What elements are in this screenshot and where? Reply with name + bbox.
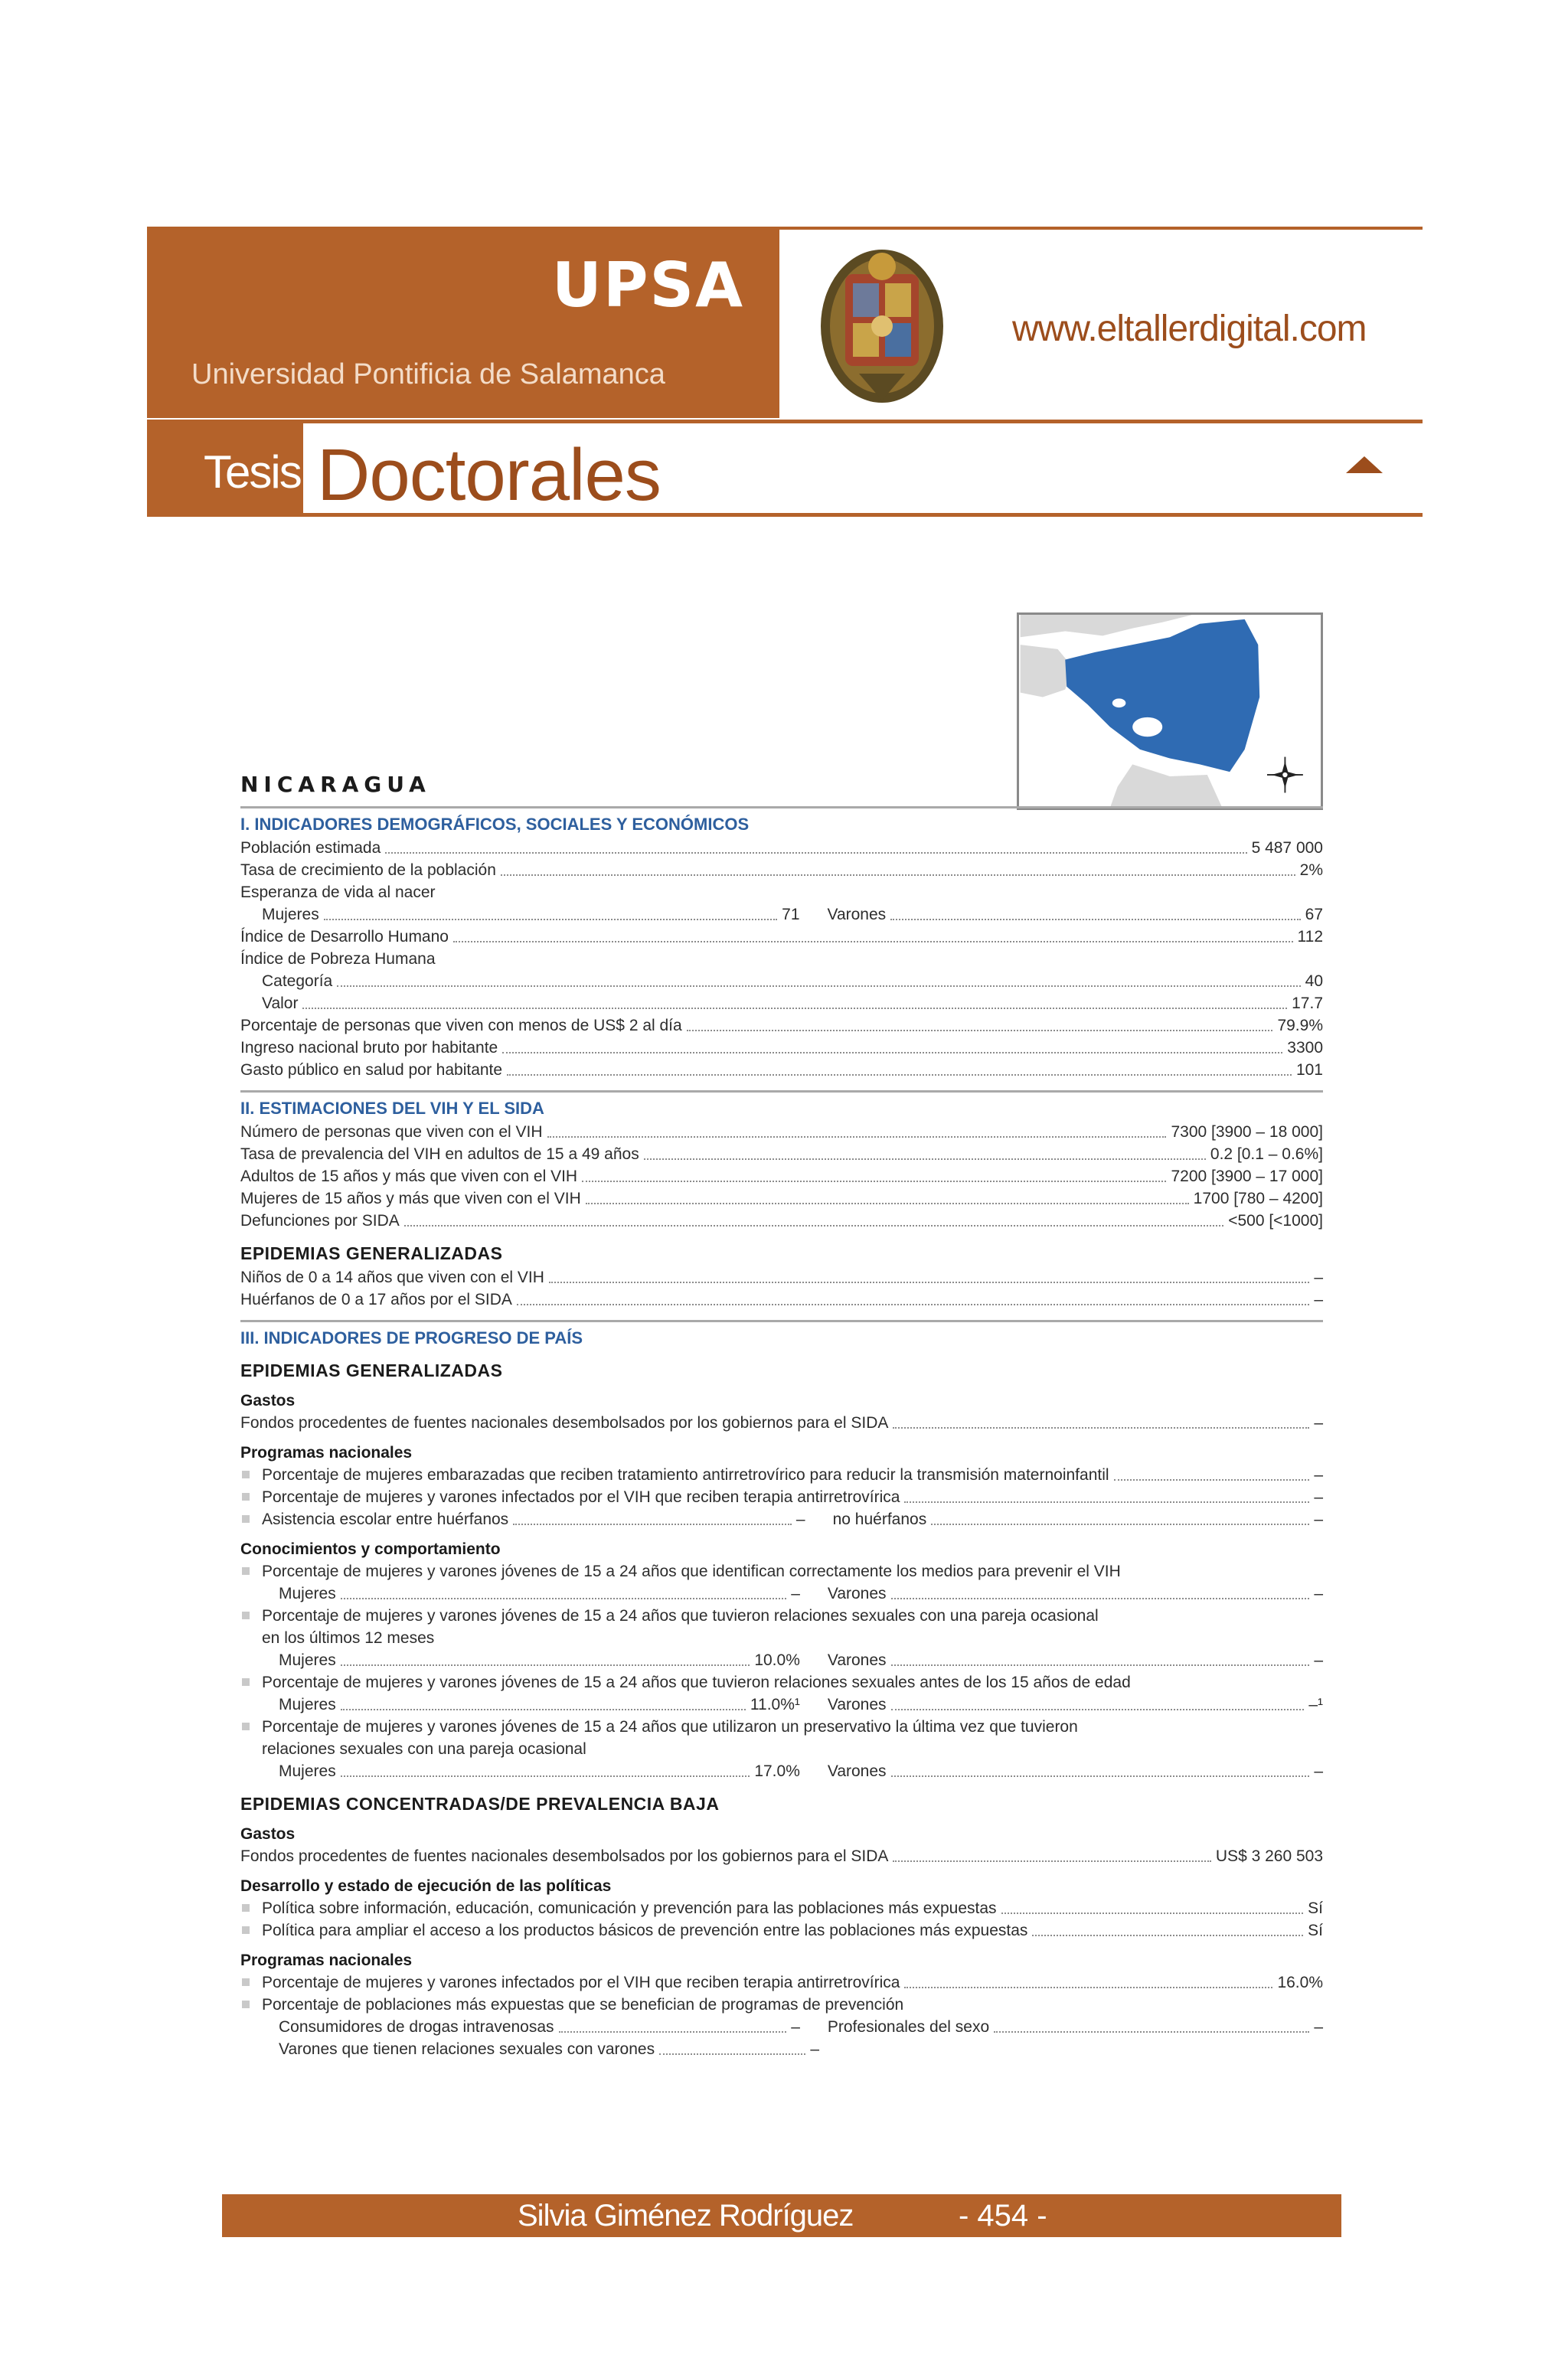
dot-leader <box>994 2031 1309 2033</box>
subsection-title: EPIDEMIAS GENERALIZADAS <box>240 1243 503 1263</box>
indicator-row <box>240 1014 1323 1037</box>
indicator-label: Defunciones por SIDA <box>240 1212 400 1230</box>
indicator-label: Fondos procedentes de fuentes nacionales desembolsados por los gobiernos para el SIDA <box>240 1414 889 1432</box>
indicator-row <box>240 970 1323 992</box>
indicator-label: Tasa de crecimiento de la población <box>240 861 496 879</box>
indicator-row <box>240 1059 1323 1081</box>
indicator-label: Ingreso nacional bruto por habitante <box>240 1039 498 1057</box>
indicator-pair <box>240 1508 1323 1530</box>
dot-leader <box>502 1052 1282 1053</box>
indicator-label: Política para ampliar el acceso a los productos básicos de prevención entre las poblaciones más expuestas <box>262 1922 1028 1939</box>
indicator-label: Gasto público en salud por habitante <box>240 1061 503 1079</box>
indicator-label: Mujeres <box>279 1696 336 1713</box>
dot-leader <box>341 1775 750 1777</box>
dot-leader <box>385 852 1246 854</box>
dot-leader <box>341 1598 786 1599</box>
indicator-label: Porcentaje de mujeres y varones infectados por el VIH que reciben terapia antirretrovírica <box>262 1974 900 1991</box>
page-number: - 454 - <box>959 2199 1047 2233</box>
indicator-label: Porcentaje de mujeres y varones jóvenes de 15 a 24 años que utilizaron un preservativo la última vez que tuvieron <box>240 1716 1323 1738</box>
dot-leader <box>904 1501 1309 1503</box>
indicator-row <box>240 1187 1323 1210</box>
indicator-label: Mujeres <box>262 906 319 923</box>
dot-leader <box>1001 1913 1304 1914</box>
indicator-row <box>240 1583 800 1605</box>
scroll-up-arrow-icon[interactable] <box>1346 456 1383 473</box>
section-title-hiv-estimates: II. ESTIMACIONES DEL VIH Y EL SIDA <box>240 1099 544 1118</box>
indicator-value: – <box>810 2040 819 2058</box>
indicator-label: Porcentaje de mujeres y varones jóvenes de 15 a 24 años que identifican correctamente los medios para prevenir el VIH <box>240 1560 1323 1583</box>
dot-leader <box>337 985 1300 987</box>
indicator-label: Porcentaje de mujeres y varones jóvenes de 15 a 24 años que tuvieron relaciones sexuales antes de los 15 años de edad <box>240 1671 1323 1694</box>
dot-leader <box>644 1158 1206 1160</box>
indicator-label: Porcentaje de mujeres y varones infectados por el VIH que reciben terapia antirretrovírica <box>262 1488 900 1506</box>
indicator-row <box>240 1266 1323 1289</box>
indicator-label: en los últimos 12 meses <box>262 1629 435 1647</box>
indicator-row <box>240 837 1323 859</box>
indicator-label: Huérfanos de 0 a 17 años por el SIDA <box>240 1291 512 1308</box>
dot-leader <box>586 1203 1189 1204</box>
indicator-row <box>800 1649 1323 1671</box>
indicator-value: 17.7 <box>1292 995 1323 1012</box>
indicator-label: Varones <box>827 1696 887 1713</box>
indicator-label: Porcentaje de poblaciones más expuestas que se benefician de programas de prevención <box>240 1994 1323 2016</box>
university-seal-icon <box>813 243 951 409</box>
section-title-demographics: I. INDICADORES DEMOGRÁFICOS, SOCIALES Y ECONÓMICOS <box>240 815 750 834</box>
indicator-value: – <box>1314 1466 1323 1484</box>
indicator-label: Número de personas que viven con el VIH <box>240 1123 543 1141</box>
indicator-row <box>800 1583 1323 1605</box>
footer-author: Silvia Giménez Rodríguez <box>518 2199 854 2233</box>
indicator-row <box>240 2038 819 2060</box>
dot-leader <box>549 1282 1309 1283</box>
indicator-row <box>240 1143 1323 1165</box>
indicator-label: Mujeres <box>279 1585 336 1602</box>
indicator-pair <box>240 1649 1323 1671</box>
header-middle-rule <box>147 420 1423 423</box>
indicator-value: Sí <box>1308 1922 1323 1939</box>
upsa-logo-text: UPSA <box>551 250 744 321</box>
dot-leader <box>1032 1935 1303 1936</box>
dot-leader <box>501 874 1295 876</box>
dot-leader <box>659 2053 805 2055</box>
indicator-row <box>800 1694 1323 1716</box>
indicator-row <box>240 926 1323 948</box>
dot-leader <box>931 1524 1309 1525</box>
indicator-value: – <box>1314 1414 1323 1432</box>
indicator-value: 3300 <box>1287 1039 1323 1057</box>
indicator-label: Porcentaje de personas que viven con menos de US$ 2 al día <box>240 1017 682 1034</box>
indicator-label: relaciones sexuales con una pareja ocasional <box>262 1740 586 1758</box>
subsection-title: EPIDEMIAS CONCENTRADAS/DE PREVALENCIA BAJA <box>240 1794 720 1814</box>
dot-leader <box>559 2031 787 2033</box>
indicator-label: Índice de Desarrollo Humano <box>240 928 449 946</box>
indicator-value: Sí <box>1308 1899 1323 1917</box>
indicator-value: 7300 [3900 – 18 000] <box>1171 1123 1323 1141</box>
indicator-label: Mujeres <box>279 1651 336 1669</box>
indicator-row <box>240 1121 1323 1143</box>
indicator-value: – <box>1314 1488 1323 1506</box>
doctorales-title: Doctorales <box>317 434 661 516</box>
dot-leader <box>891 1664 1310 1666</box>
country-profile <box>240 773 1323 2060</box>
indicator-value: – <box>1314 1511 1323 1528</box>
indicator-value: 7200 [3900 – 17 000] <box>1171 1168 1323 1185</box>
header-top-rule <box>779 227 1423 230</box>
indicator-row <box>240 1694 800 1716</box>
indicator-value: 79.9% <box>1277 1017 1323 1034</box>
indicator-label: Varones <box>827 1651 887 1669</box>
indicator-label: Consumidores de drogas intravenosas <box>279 2018 554 2036</box>
indicator-label: Población estimada <box>240 839 381 857</box>
group-title: Programas nacionales <box>240 1444 413 1462</box>
indicator-label: Fondos procedentes de fuentes nacionales desembolsados por los gobiernos para el SIDA <box>240 1847 889 1865</box>
subsection-title: EPIDEMIAS GENERALIZADAS <box>240 1360 503 1380</box>
indicator-label: Varones <box>827 1585 887 1602</box>
indicator-value: 2% <box>1299 861 1323 879</box>
indicator-pair <box>240 1583 1323 1605</box>
indicator-row <box>800 2016 1323 2038</box>
indicator-row <box>240 1845 1323 1867</box>
indicator-row <box>240 1464 1323 1486</box>
indicator-row <box>240 1760 800 1782</box>
indicator-value: – <box>1314 1291 1323 1308</box>
section-title-progress: III. INDICADORES DE PROGRESO DE PAÍS <box>240 1328 583 1347</box>
indicator-label: Mujeres <box>279 1762 336 1780</box>
dot-leader <box>517 1304 1309 1305</box>
indicator-value: 71 <box>782 906 800 923</box>
dot-leader <box>341 1709 746 1710</box>
dot-leader <box>302 1008 1287 1009</box>
indicator-value: 11.0%¹ <box>750 1696 800 1713</box>
indicator-value: –¹ <box>1308 1696 1323 1713</box>
indicator-value: – <box>795 1511 805 1528</box>
indicator-row <box>240 1037 1323 1059</box>
indicator-row <box>240 859 1323 881</box>
indicator-value: 40 <box>1305 972 1323 990</box>
section-divider <box>240 1090 1323 1093</box>
indicator-value: 101 <box>1295 1061 1323 1079</box>
indicator-row <box>240 1971 1323 1994</box>
dot-leader <box>891 1709 1305 1710</box>
indicator-value: 5 487 000 <box>1251 839 1323 857</box>
dot-leader <box>507 1074 1292 1076</box>
spacer <box>240 1311 1323 1320</box>
indicator-value: 112 <box>1297 928 1323 946</box>
university-name: Universidad Pontificia de Salamanca <box>191 358 665 390</box>
indicator-label: Asistencia escolar entre huérfanos <box>262 1511 509 1528</box>
dot-leader <box>891 1775 1310 1777</box>
indicator-row <box>800 1760 1323 1782</box>
spacer <box>240 1081 1323 1090</box>
indicator-pair <box>240 1694 1323 1716</box>
indicator-label: Categoría <box>262 972 333 990</box>
indicator-pair <box>240 2016 1323 2038</box>
indicator-label: Mujeres de 15 años y más que viven con el VIH <box>240 1190 581 1207</box>
indicator-row <box>800 903 1324 926</box>
indicator-value: 17.0% <box>754 1762 800 1780</box>
dot-leader <box>904 1987 1272 1988</box>
dot-leader <box>547 1136 1167 1138</box>
indicator-pair <box>240 1760 1323 1782</box>
thesis-header-banner <box>147 227 1423 518</box>
dot-leader <box>404 1225 1223 1227</box>
dot-leader <box>1114 1479 1310 1481</box>
indicator-label: no huérfanos <box>832 1511 927 1528</box>
indicator-label: Varones <box>827 906 887 923</box>
indicator-label: Política sobre información, educación, comunicación y prevención para las poblaciones más expuestas <box>262 1899 997 1917</box>
indicator-value: – <box>791 2018 800 2036</box>
indicator-row <box>240 1486 1323 1508</box>
dot-leader <box>890 919 1300 920</box>
indicator-value: 67 <box>1305 906 1323 923</box>
indicator-value: – <box>1314 1762 1323 1780</box>
indicator-label: Varones que tienen relaciones sexuales con varones <box>279 2040 655 2058</box>
indicator-row <box>240 1165 1323 1187</box>
indicator-label: Varones <box>827 1762 887 1780</box>
indicator-value: 1700 [780 – 4200] <box>1193 1190 1323 1207</box>
indicator-value: – <box>791 1585 800 1602</box>
group-title: Gastos <box>240 1825 296 1843</box>
indicator-row <box>240 1897 1323 1919</box>
indicator-label: Porcentaje de mujeres embarazadas que reciben tratamiento antirretrovírico para reducir la transmisión maternoinfantil <box>262 1466 1109 1484</box>
group-title: Programas nacionales <box>240 1952 413 1969</box>
group-title: Gastos <box>240 1392 296 1409</box>
indicator-label: Valor <box>262 995 299 1012</box>
country-name: NICARAGUA <box>240 772 431 797</box>
dot-leader <box>513 1524 792 1525</box>
indicator-value: US$ 3 260 503 <box>1215 1847 1323 1865</box>
indicator-row <box>240 1919 1323 1942</box>
indicator-label: Porcentaje de mujeres y varones jóvenes de 15 a 24 años que tuvieron relaciones sexuales con una pareja ocasional <box>240 1605 1323 1627</box>
indicator-row <box>240 1649 800 1671</box>
dot-leader <box>582 1181 1166 1182</box>
indicator-label: Tasa de prevalencia del VIH en adultos de 15 a 49 años <box>240 1145 639 1163</box>
group-title: Desarrollo y estado de ejecución de las políticas <box>240 1877 612 1895</box>
dot-leader <box>687 1030 1273 1031</box>
website-link[interactable]: www.eltallerdigital.com <box>1012 309 1367 349</box>
indicator-value: – <box>1314 2018 1323 2036</box>
indicator-value: – <box>1314 1269 1323 1286</box>
indicator-label: Adultos de 15 años y más que viven con el VIH <box>240 1168 578 1185</box>
indicator-row <box>240 1412 1323 1434</box>
group-title: Conocimientos y comportamiento <box>240 1540 501 1558</box>
indicator-value: – <box>1314 1651 1323 1669</box>
dot-leader <box>453 941 1293 942</box>
indicator-value: <500 [<1000] <box>1228 1212 1323 1230</box>
indicator-row <box>240 1289 1323 1311</box>
indicator-row <box>805 1508 1323 1530</box>
indicator-label: Esperanza de vida al nacer <box>240 884 436 901</box>
section-divider <box>240 1320 1323 1322</box>
indicator-label: Índice de Pobreza Humana <box>240 950 436 968</box>
indicator-row <box>240 992 1323 1014</box>
indicator-row <box>240 1210 1323 1232</box>
dot-leader <box>324 919 777 920</box>
indicator-label: Profesionales del sexo <box>827 2018 990 2036</box>
dot-leader <box>893 1427 1309 1429</box>
dot-leader <box>891 1598 1310 1599</box>
indicator-pair <box>240 903 1323 926</box>
indicator-value: – <box>1314 1585 1323 1602</box>
indicator-row <box>240 903 800 926</box>
dot-leader <box>341 1664 750 1666</box>
indicator-value: 10.0% <box>754 1651 800 1669</box>
indicator-label: Niños de 0 a 14 años que viven con el VIH <box>240 1269 544 1286</box>
indicator-value: 0.2 [0.1 – 0.6%] <box>1210 1145 1323 1163</box>
page-footer <box>222 2194 1341 2237</box>
indicator-row <box>262 1508 805 1530</box>
section-divider <box>240 806 1323 808</box>
indicator-value: 16.0% <box>1277 1974 1323 1991</box>
indicator-row <box>240 2016 800 2038</box>
dot-leader <box>893 1860 1211 1862</box>
tesis-label: Tesis <box>204 446 301 498</box>
